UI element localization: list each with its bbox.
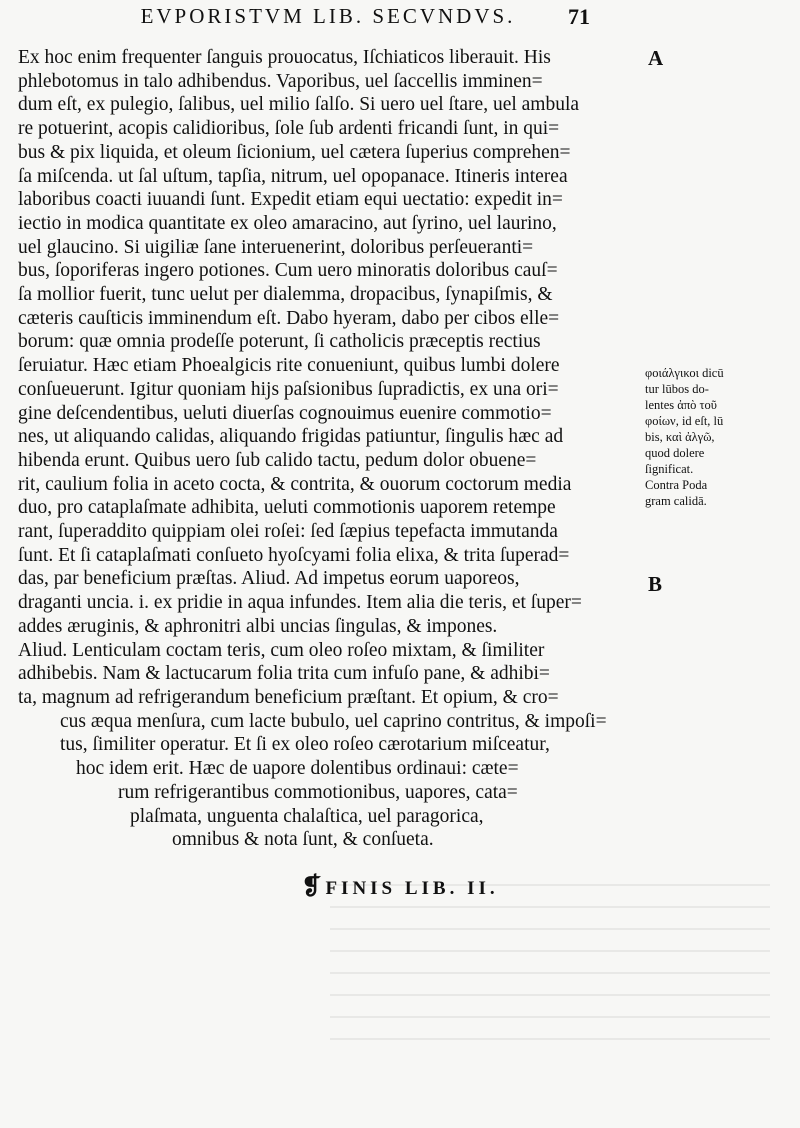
- text-line: plaſmata, unguenta chalaſtica, uel paragorica,: [130, 805, 484, 827]
- text-line: dum eſt, ex pulegio, ſalibus, uel milio ſalſo. Si uero uel ſtare, uel ambula: [18, 94, 580, 116]
- margin-note: [645, 365, 775, 509]
- text-line: iectio in modica quantitate ex oleo amaracino, aut ſyrino, uel laurino,: [18, 212, 557, 234]
- text-line: bus, ſoporiferas ingero potiones. Cum uero minoratis doloribus cauſ=: [18, 260, 558, 282]
- text-line: cæteris cauſticis imminendum eſt. Dabo hyeram, dabo per cibos elle=: [18, 307, 560, 329]
- section-marker-a: A: [648, 46, 664, 70]
- text-line: hoc idem erit. Hæc de uapore dolentibus ordinaui: cæte=: [76, 758, 519, 780]
- text-line: tus, ſimiliter operatur. Et ſi ex oleo roſeo cærotarium miſceatur,: [60, 734, 550, 756]
- text-line: Ex hoc enim frequenter ſanguis prouocatus, Iſchiaticos liberauit. His: [18, 47, 551, 68]
- margin-note-line: φοιάλγικοι dicū: [645, 366, 724, 380]
- text-line: nes, ut aliquando calidas, aliquando frigidas patiuntur, ſingulis hæc ad: [18, 426, 564, 448]
- text-line: rum refrigerantibus commotionibus, uapores, cata=: [118, 781, 518, 803]
- text-line: gine deſcendentibus, ueluti diuerſas cognouimus euenire commotio=: [18, 402, 552, 424]
- finis-line: [0, 872, 800, 901]
- text-line: uel glaucino. Si uigiliæ ſane interuenerint, doloribus perſeueranti=: [18, 236, 534, 258]
- page-number: 71: [568, 4, 590, 29]
- section-marker-b: B: [648, 572, 663, 596]
- text-line: laboribus coacti iuuandi ſunt. Expedit etiam equi uectatio: expedit in=: [18, 189, 563, 211]
- body-text: [18, 46, 636, 852]
- text-line: Aliud. Lenticulam coctam teris, cum oleo roſeo mixtam, & ſimiliter: [18, 639, 545, 661]
- margin-note-line: gram calidā.: [645, 494, 707, 508]
- text-line: hibenda erunt. Quibus uero ſub calido tactu, pedum dolor obuene=: [18, 449, 537, 471]
- text-line: ſa mollior fuerit, tunc uelut per dialemma, dropacibus, ſynapiſmis, &: [18, 284, 553, 306]
- text-line: addes æruginis, & aphronitri albi uncias ſingulas, & impones.: [18, 615, 498, 637]
- margin-note-line: φοίων, id eſt, lū: [645, 414, 724, 428]
- text-line: cus æqua menſura, cum lacte bubulo, uel caprino contritus, & impoſi=: [60, 710, 607, 732]
- text-line: bus & pix liquida, et oleum ſicionium, uel cætera ſuperius comprehen=: [18, 141, 571, 163]
- text-line: ſunt. Et ſi cataplaſmati conſueto hyoſcyami folia elixa, & trita ſuperad=: [18, 544, 570, 566]
- text-line: ſeruiatur. Hæc etiam Phoealgicis rite conueniunt, quibus lumbi dolere: [18, 355, 560, 377]
- pilcrow-icon: ❡: [301, 874, 322, 900]
- running-title: EVPORISTVM LIB. SECVNDVS.: [140, 4, 516, 28]
- text-line: phlebotomus in talo adhibendus. Vaporibus, uel ſaccellis imminen=: [18, 70, 543, 92]
- text-line: das, par beneficium præſtas. Aliud. Ad impetus eorum uaporeos,: [18, 568, 520, 590]
- text-line: duo, pro cataplaſmate adhibita, ueluti commotionis uaporem retempe: [18, 497, 556, 519]
- text-line: omnibus & nota ſunt, & conſueta.: [172, 829, 434, 851]
- margin-note-line: lentes ἀπὸ τοῦ: [645, 398, 717, 412]
- text-line: draganti uncia. i. ex pridie in aqua infundes. Item alia die teris, et ſuper=: [18, 592, 582, 614]
- margin-note-line: quod dolere: [645, 446, 705, 460]
- margin-note-line: tur lūbos do-: [645, 382, 709, 396]
- finis-text: FINIS LIB. II.: [325, 878, 499, 899]
- margin-note-line: ſignificat.: [645, 462, 694, 476]
- text-line: adhibebis. Nam & lactucarum folia trita cum infuſo pane, & adhibi=: [18, 663, 550, 685]
- margin-note-line: Contra Poda: [645, 478, 708, 492]
- margin-note-line: bis, καὶ ἀλγῶ,: [645, 430, 715, 444]
- text-line: conſueuerunt. Igitur quoniam hijs paſsionibus ſupradictis, ex una ori=: [18, 378, 559, 400]
- text-line: rit, caulium folia in aceto cocta, & contrita, & ouorum coctorum media: [18, 473, 572, 495]
- text-line: ta, magnum ad refrigerandum beneficium præſtant. Et opium, & cro=: [18, 686, 559, 708]
- text-line: rant, ſuperaddito quippiam olei roſei: ſed ſæpius tepefacta immutanda: [18, 521, 558, 543]
- text-line: borum: quæ omnia prodeſſe poterunt, ſi catholicis præceptis rectius: [18, 331, 541, 353]
- show-through-text: [330, 880, 770, 1040]
- text-line: ſa miſcenda. ut ſal uſtum, tapſia, nitrum, uel opopanace. Itineris interea: [18, 165, 568, 187]
- text-line: re potuerint, acopis calidioribus, ſole ſub ardenti fricandi ſunt, in qui=: [18, 118, 560, 140]
